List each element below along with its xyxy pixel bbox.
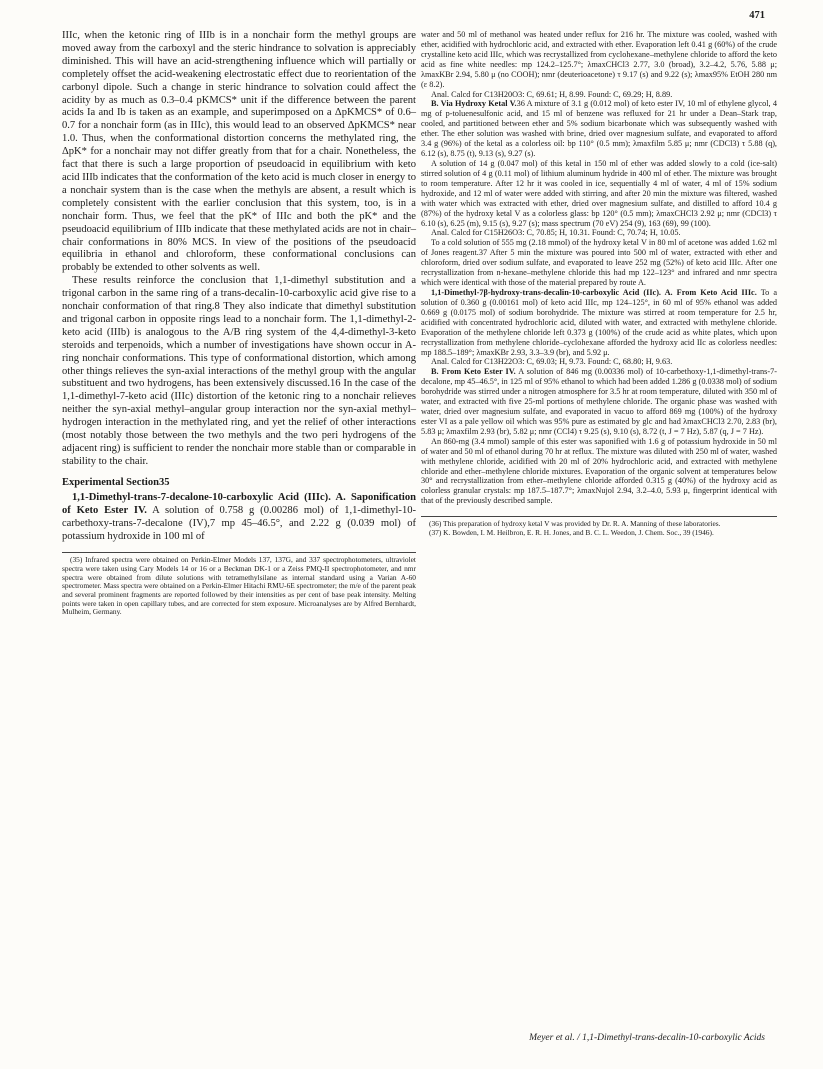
experimental-body — [62, 492, 416, 544]
subheading: B. Via Hydroxy Ketal V. — [431, 99, 517, 109]
right-body — [421, 30, 777, 506]
footnotes — [62, 552, 416, 617]
subheading: B. From Keto Ester IV. — [431, 367, 516, 377]
paragraph: Anal. Calcd for C13H20O3: C, 69.61; H, 8.99. Found: C, 69.29; H, 8.89. — [431, 89, 673, 99]
footnotes — [421, 516, 777, 537]
paragraph-text: 36 A mixture of 3.1 g (0.012 mol) of keto ester IV, 10 ml of ethylene glycol, 4 mg of p-toluenesulfonic acid, and 15 ml of benzene was refluxed for 21 hr under a Dean–Stark trap, cooled, and partitioned between ether and 5% sodium bicarbonate which was subsequently washed with ether. The ether solution was washed with brine, dried over magnesium sulfate, and evaporated to afford 3.4 g (96%) of the ketal as a colorless oil: bp 110° (0.5 mm); λmaxfilm 5.85 μ; nmr (CDCl3) τ 5.88 (q), 6.12 (s), 8.75 (t), 9.13 (s), 9.27 (s). — [421, 99, 777, 159]
left-column — [62, 30, 416, 617]
footnote: (35) Infrared spectra were obtained on Perkin-Elmer Models 137, 137G, and 337 spectrophotometers, ultraviolet spectra were taken using Cary Models 14 or 16 or a Beckman DK-1 or a Zeiss PMQ-II spectrophotometer, and nmr spectra were obtained from dilute solutions with tetramethylsilane as internal standard using a Varian A-60 spectrometer. Mass spectra were obtained on a Perkin-Elmer Hitachi RMU-6E spectrometer; the m/e of the parent peak and several prominent fragments are reported followed by their intensities as per cent of base peak intensity. Melting points were taken in open capillary tubes, and are corrected for stem exposure. Microanalyses are by Alfred Bernhardt, Mulheim, Germany. — [62, 555, 416, 617]
footnote: (37) K. Bowden, I. M. Heilbron, E. R. H. Jones, and B. C. L. Weedon, J. Chem. Soc., 39 (1946). — [429, 527, 714, 537]
paragraph-text: To a solution of 0.360 g (0.00161 mol) of keto acid IIIc, mp 124–125°, in 60 ml of 95% ethanol was added 0.669 g (0.0175 mol) of sodium borohydride. The mixture was stirred at room temperature for 2.5 hr, acidified with concentrated hydrochloric acid, diluted with water, and extracted with methylene chloride. Evaporation of the methylene chloride left 0.373 g (100%) of the crude acid as white plates, which upon recrystallization from methylene chloride–cyclohexane afforded the hydroxy acid IIc as colorless needles: mp 188.5–189°; λmaxKBr 2.93, 3.3–3.9 (br), and 5.92 μ. — [421, 287, 778, 357]
paragraph: A solution of 14 g (0.047 mol) of this ketal in 150 ml of ether was added slowly to a cold (ice-salt) stirred solution of 4 g (0.11 mol) of lithium aluminum hydride in 400 ml of ether. The mixture was brought to room temperature. After 12 hr it was cooled in ice, sequentially 4 ml of water, 4 ml of 15% sodium hydroxide, and 12 ml of water were added with stirring, and after 20 min the mixture was filtered, washed with water which was extracted with ether, dried over magnesium sulfate, and distilled to afford 10.4 g (87%) of the hydroxy ketal V as a colorless glass: bp 120° (0.5 mm); λmaxCHCl3 2.92 μ; nmr (CDCl3) τ 6.10 (s), 6.25 (m), 9.15 (s), 9.27 (s); mass spectrum (70 eV) 254 (9), 163 (69), 99 (100). — [421, 158, 777, 228]
paragraph — [421, 288, 777, 357]
page-number: 471 — [749, 10, 765, 21]
paragraph — [421, 99, 777, 159]
paragraph: water and 50 ml of methanol was heated under reflux for 216 hr. The mixture was cooled, washed with ether, acidified with hydrochloric acid, and extracted with ether. Evaporation left 0.41 g (60%) of the crude crystalline keto acid IIIc, which was recrystallized from cyclohexane–methylene chloride to afford the keto acid as fine white needles: mp 124.2–125.7°; λmaxCHCl3 2.77, 3.0 (broad), 3.2–4.2, 5.76, 5.88 μ; λmaxKBr 2.94, 5.80 μ (no COOH); nmr (deuterioacetone) τ 9.17 (s) and 9.22 (s); λmax95% EtOH 280 nm (ε 8.2). — [421, 30, 777, 89]
paragraph — [421, 367, 777, 436]
paragraph: Anal. Calcd for C13H22O3: C, 69.03; H, 9.73. Found: C, 68.80; H, 9.63. — [431, 357, 673, 367]
subheading: 1,1-Dimethyl-7β-hydroxy-trans-decalin-10-carboxylic Acid (IIc). A. From Keto Acid IIIc. — [431, 287, 757, 297]
right-column — [421, 30, 777, 538]
paragraph — [62, 492, 416, 544]
paragraph-text: A solution of 846 mg (0.00336 mol) of 10-carbethoxy-1,1-dimethyl-trans-7-decalone, mp 45–46.5°, in 125 ml of 95% ethanol to which had been added 1.286 g (0.0338 mol) of sodium borohydride was stirred under a nitrogen atmosphere for 3.5 hr at room temperature, diluted with 350 ml of water, and extracted with five 25-ml portions of methylene chloride. The organic phase was washed with water, dried over magnesium sulfate, and evaporated in vacuo to afford 869 mg (100%) of the hydroxy ester VI as a pale yellow oil which was 95% pure as estimated by glc and had λmaxCHCl3 2.70, 2.83 (br), 5.83 μ; λmaxfilm 2.93 (br), 5.82 μ; nmr (CCl4) τ 9.25 (s), 9.10 (s), 8.72 (t, J = 7 Hz), 5.87 (q, J = 7 Hz). — [421, 367, 777, 436]
left-body — [62, 30, 416, 469]
running-footer: Meyer et al. / 1,1-Dimethyl-trans-decalin-10-carboxylic Acids — [529, 1033, 765, 1043]
subheading: 1,1-Dimethyl-trans-7-decalone-10-carboxylic Acid (IIIc). A. Saponification of Keto Ester IV. — [62, 491, 416, 516]
paragraph-text: A solution of 0.758 g (0.00286 mol) of 1,1-dimethyl-10-carbethoxy-trans-7-decalone (IV),7 mp 45–46.5°, and 2.22 g (0.039 mol) of potassium hydroxide in 100 ml of — [62, 504, 416, 542]
paragraph: An 860-mg (3.4 mmol) sample of this ester was saponified with 1.6 g of potassium hydroxide in 50 ml of water and 50 ml of ethanol during 70 hr at reflux. The mixture was diluted with 250 ml of water, washed with methylene chloride, acidified with 20 ml of 20% hydrochloric acid, and extracted with methylene chloride and ether–methylene chloride mixtures. Evaporation of the organic solvent at temperatures below 30° and recrystallization from ether–methylene chloride afforded 0.315 g (40%) of the hydroxy acid as colorless granular crystals: mp 187.5–187.7°; λmaxNujol 2.94, 3.2–4.0, 5.93 μ, fingerprint identical with that of the previously described sample. — [421, 436, 777, 506]
paragraph: These results reinforce the conclusion that 1,1-dimethyl substitution and a trigonal carbon in the same ring of a trans-decalin-10-carboxylic acid give rise to a nonchair conformation of that ring.8 They also indicate that dimethyl substitution and trigonal carbon in opposite rings lead to a nonchair form. The 1,1-dimethyl-2-keto acid (IIIb) is analogous to the A/B ring system of the 4,4-dimethyl-3-keto steroids and terpenoids, which a number of investigations have shown occur in A-ring nonchair conformations. This type of conformational distortion, which among other things relieves the syn-axial interactions of the methyl group with the angular substituent and two hydrogens, has been extensively discussed.16 In the case of the 1,1-dimethyl-7-keto acid (IIIc) distortion of the ketonic ring to a nonchair relieves neither the syn-axial methyl–angular group interaction nor the syn-axial methyl–hydrogen interaction in the methylated ring, and yet the relief of other interactions (most notably those between the two methyls and the two peri hydrogens of the adjacent ring) is sufficient to render the nonchair more stable than or comparable in stability to the chair. — [62, 275, 416, 467]
paragraph: To a cold solution of 555 mg (2.18 mmol) of the hydroxy ketal V in 80 ml of acetone was added 1.62 ml of Jones reagent.37 After 5 min the mixture was poured into 500 ml of water, extracted with ether and chloroform, dried over sodium sulfate, and evaporated to leave 252 mg (52%) of keto acid IIIc. After one recrystallization from n-hexane–methylene chloride this had mp 122–123° and infrared and nmr spectra which were identical with those of the material prepared by route A. — [421, 238, 777, 288]
section-heading: Experimental Section35 — [62, 476, 170, 488]
footnote: (36) This preparation of hydroxy ketal V was provided by Dr. R. A. Manning of these laboratories. — [429, 519, 721, 529]
paragraph: IIIc, when the ketonic ring of IIIb is in a nonchair form the methyl groups are moved away from the carboxyl and the steric hindrance to solvation is appreciably diminished. This will have an acid-strengthening influence which will partially or completely offset the acid-weakening electrostatic effect due to reorientation of the carbonyl dipole. Such a change in steric hindrance to solvation could affect the acidity by as much as 0.3–0.4 pKMCS* unit if the difference between the parent acids Ia and Ib is taken as an example, and superimposed on a ΔpKMCS* of 0.6–0.7 for a nonchair form (as in IIIc), this would lead to an observed ΔpKMCS* near 1.0. Thus, when the conformational distortion concerns the methylated ring, the ΔpK* for a nonchair may not differ greatly from that for a chair. Nonetheless, the fact that there is such a large proportion of pseudoacid in equilibrium with keto acid IIIb indicates that the conformation of the keto acid is much closer in energy to a nonchair system than is the case when the methyls are absent, a result which is completely consistent with the earlier conclusion that this system, too, is in a nonchair form. Thus, we feel that the pK* of IIIc and both the pK* and the pseudoacid equilibrium of IIIb indicate that these methylated acids are not in chair–chair conformations in 80% MCS. In view of the positions of the pseudoacid equilibria in ethanol and chloroform, these conformational conclusions can probably be extended to other solvents as well. — [62, 30, 416, 274]
paragraph: Anal. Calcd for C15H26O3: C, 70.85; H, 10.31. Found: C, 70.74; H, 10.05. — [431, 228, 681, 238]
